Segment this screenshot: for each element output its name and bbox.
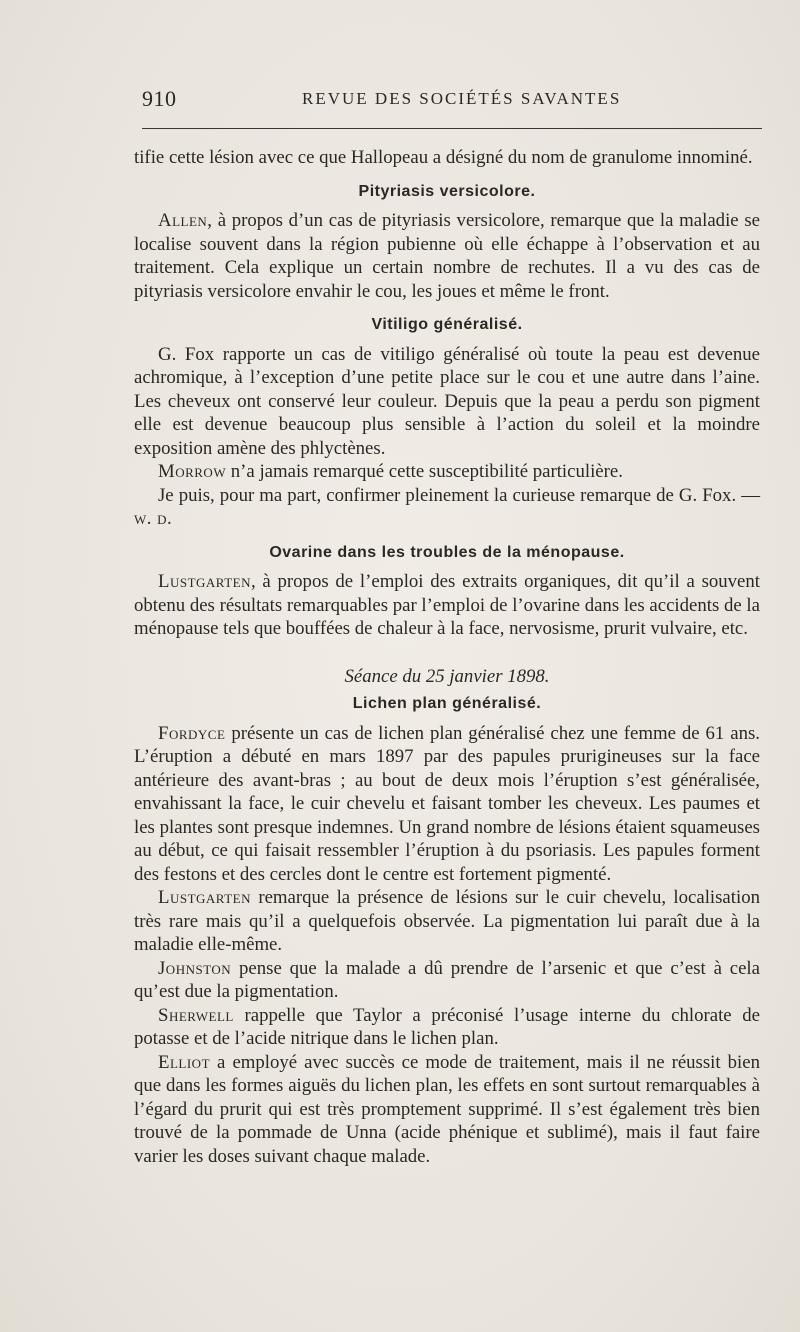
paragraph-morrow (134, 460, 760, 484)
paragraph-lustgarten-2 (134, 886, 760, 957)
page-number: 910 (142, 86, 177, 111)
text-fordyce: présente un cas de lichen plan généralisé chez une femme de 61 ans. L’éruption a débuté en mars 1897 par des papules prurigineuses sur la face antérieure des avant-bras ; au bout de deux mois l’éruption s’est généralisée, envahissant la face, le cuir chevelu et faisant tomber les cheveux. Les paumes et les plantes sont presque indemnes. Un grand nombre de lésions étaient squameuses au début, ce qui faisait ressembler l’éruption à du psoriasis. Les papules forment des festons et des cercles dont le centre est fortement pigmenté. (134, 722, 760, 885)
author-allen: Allen (158, 210, 208, 231)
heading-ovarine: Ovarine dans les troubles de la ménopause. (269, 543, 625, 561)
page-header (142, 86, 762, 116)
text-lustgarten: , à propos de l’emploi des extraits organiques, dit qu’il a souvent obtenu des résultats remarquables par l’emploi de l’ovarine dans les accidents de la ménopause tels que bouffées de chaleur à la face, nervosisme, prurit vulvaire, etc. (134, 571, 760, 639)
paragraph-intro: tifie cette lésion avec ce que Hallopeau a désigné du nom de granulome innominé. (134, 147, 753, 168)
running-title: REVUE DES SOCIÉTÉS SAVANTES (302, 89, 622, 108)
text-elliot: a employé avec succès ce mode de traitement, mais il ne réussit bien que dans les formes aiguës du lichen plan, les effets en sont surtout remarquables à l’égard du prurit qui est très promptement supprimé. Il s’est également très bien trouvé de la pommade de Unna (acide phénique et sublimé), mais il faut faire varier les doses suivant chaque malade. (134, 1051, 760, 1167)
text-sherwell: rappelle que Taylor a préconisé l’usage interne du chlorate de potasse et de l’acide nitrique dans le lichen plan. (134, 1004, 760, 1049)
session-date: Séance du 25 janvier 1898. (344, 665, 550, 687)
signature: w. d. (134, 508, 173, 529)
heading-vitiligo: Vitiligo généralisé. (371, 316, 523, 333)
paragraph-fox: G. Fox rapporte un cas de vitiligo généralisé où toute la peau est devenue achromique, à l’exception d’une petite place sur le cou et une autre dans l’aine. Les cheveux ont conservé leur couleur. Depuis que la peau a perdu son pigment elle est devenue beaucoup plus sensible à l’action du soleil et la moindre exposition amène des phlyctènes. (134, 343, 760, 459)
text-johnston: pense que la malade a dû prendre de l’arsenic et que c’est à cela qu’est due la pigmentation. (134, 957, 760, 1002)
heading-pityriasis: Pityriasis versicolore. (358, 182, 536, 200)
paragraph-fordyce (134, 722, 760, 887)
paragraph-elliot (134, 1051, 760, 1169)
paragraph-confirm (134, 484, 760, 531)
paragraph-lustgarten (134, 570, 760, 641)
paragraph-johnston (134, 957, 760, 1004)
text-confirm: Je puis, pour ma part, confirmer pleinement la curieuse remarque de G. Fox. — (158, 484, 760, 506)
author-johnston: Johnston (158, 957, 232, 979)
author-fordyce: Fordyce (158, 722, 226, 744)
author-elliot: Elliot (158, 1051, 211, 1073)
paragraph-allen (134, 209, 760, 303)
author-sherwell: Sherwell (158, 1004, 234, 1026)
text-lustgarten-2: remarque la présence de lésions sur le cuir chevelu, localisation très rare mais qu’il a quelquefois observée. La pigmentation lui paraît due à la maladie elle-même. (134, 887, 760, 955)
text-allen: , à propos d’un cas de pityriasis versicolore, remarque que la maladie se localise souvent dans la région pubienne où elle échappe à l’observation et au traitement. Cela explique un certain nombre de rechutes. Il a vu des cas de pityriasis versicolore envahir le cou, les joues et même le front. (134, 210, 760, 302)
text-morrow: n’a jamais remarqué cette susceptibilité particulière. (226, 461, 623, 482)
page-body (134, 146, 760, 1168)
paragraph-sherwell (134, 1004, 760, 1051)
author-lustgarten-2: Lustgarten (158, 887, 251, 908)
header-rule (142, 128, 762, 129)
author-morrow: Morrow (158, 461, 227, 482)
author-lustgarten: Lustgarten (158, 571, 251, 592)
heading-lichen: Lichen plan généralisé. (352, 695, 542, 712)
